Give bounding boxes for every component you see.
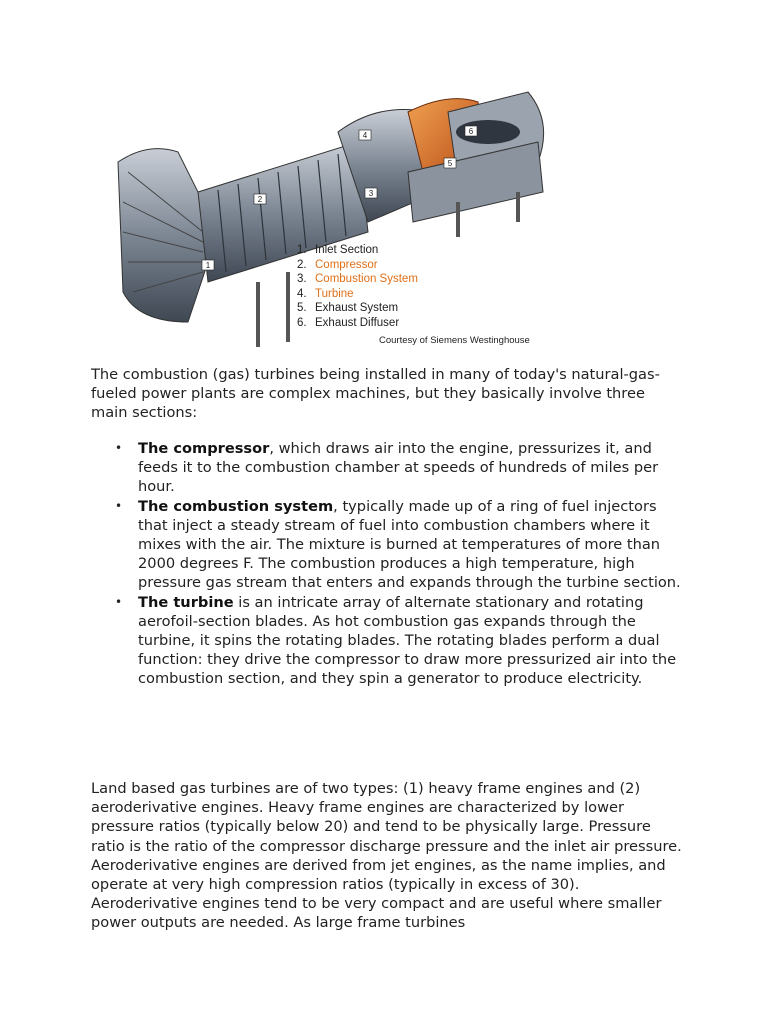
legend-label: Combustion System [315, 273, 418, 286]
legend-item [297, 316, 537, 331]
legend-number: 2. [297, 258, 307, 271]
callout-4: 4 [362, 131, 368, 140]
legend-item [297, 301, 537, 316]
legend-number: 4. [297, 287, 307, 300]
turbine-types-paragraph: Land based gas turbines are of two types: (1) heavy frame engines and (2) aeroderivative engines. Heavy frame engines are characterized by lower pressure ratios (typically below 20) and tend to be physically large. Pressure ratio is the ratio of the compressor discharge pressure and the inlet air pressure. Aeroderivative engines are derived from jet engines, as the name implies, and operate at very high compression ratios (typically in excess of 30). Aeroderivative engines tend to be very compact and are useful where smaller power outputs are needed. As large frame turbines [91, 780, 682, 932]
bullet: • [115, 441, 123, 455]
legend-item [297, 243, 537, 258]
legend-item [297, 287, 537, 302]
callout-2: 2 [257, 195, 263, 204]
legend-number: 3. [297, 273, 307, 286]
callout-1: 1 [205, 261, 211, 270]
legend-number: 6. [297, 316, 307, 329]
section-term: The turbine [138, 593, 234, 611]
section-description: , which draws air into the engine, pressurizes it, and feeds it to the combustion chamber at speeds of hundreds of miles per hour. [138, 440, 659, 496]
intro-paragraph: The combustion (gas) turbines being installed in many of today's natural-gas-fueled power plants are complex machines, but they basically involve three main sections: [91, 366, 660, 422]
figure-credit: Courtesy of Siemens Westinghouse [379, 335, 530, 346]
legend-label: Exhaust System [315, 302, 399, 315]
callout-3: 3 [368, 189, 374, 198]
section-term: The combustion system [138, 497, 334, 515]
legend-item [297, 272, 537, 287]
callout-6: 6 [468, 127, 474, 136]
legend-label: Turbine [315, 287, 354, 300]
bullet: • [115, 498, 123, 513]
legend-label: Compressor [315, 258, 378, 271]
legend-label: Exhaust Diffuser [315, 316, 400, 329]
bullet: • [115, 594, 123, 609]
figure-legend [297, 243, 537, 331]
legend-number: 1. [297, 244, 307, 256]
section-description: is an intricate array of alternate stationary and rotating aerofoil-section blades. As hot combustion gas expands through the turbine, it spins the rotating blades. The rotating blades perform a dual function: they drive the compressor to draw more pressurized air into the combustion section, and they spin a generator to produce electricity. [138, 593, 677, 688]
callout-5: 5 [447, 159, 453, 168]
section-description: , typically made up of a ring of fuel injectors that inject a steady stream of fuel into combustion chambers where it mixes with the air. The mixture is burned at temperatures of more than 2000 degrees F. The combustion produces a high temperature, high pressure gas stream that enters and expands through the turbine section. [138, 497, 681, 592]
turbine-sections-list [91, 439, 686, 689]
legend-label: Inlet Section [315, 244, 379, 256]
list-item [91, 593, 686, 689]
section-term: The compressor [138, 440, 270, 457]
legend-item [297, 258, 537, 273]
legend-number: 5. [297, 302, 307, 315]
list-item [91, 497, 686, 593]
list-item [91, 439, 686, 497]
